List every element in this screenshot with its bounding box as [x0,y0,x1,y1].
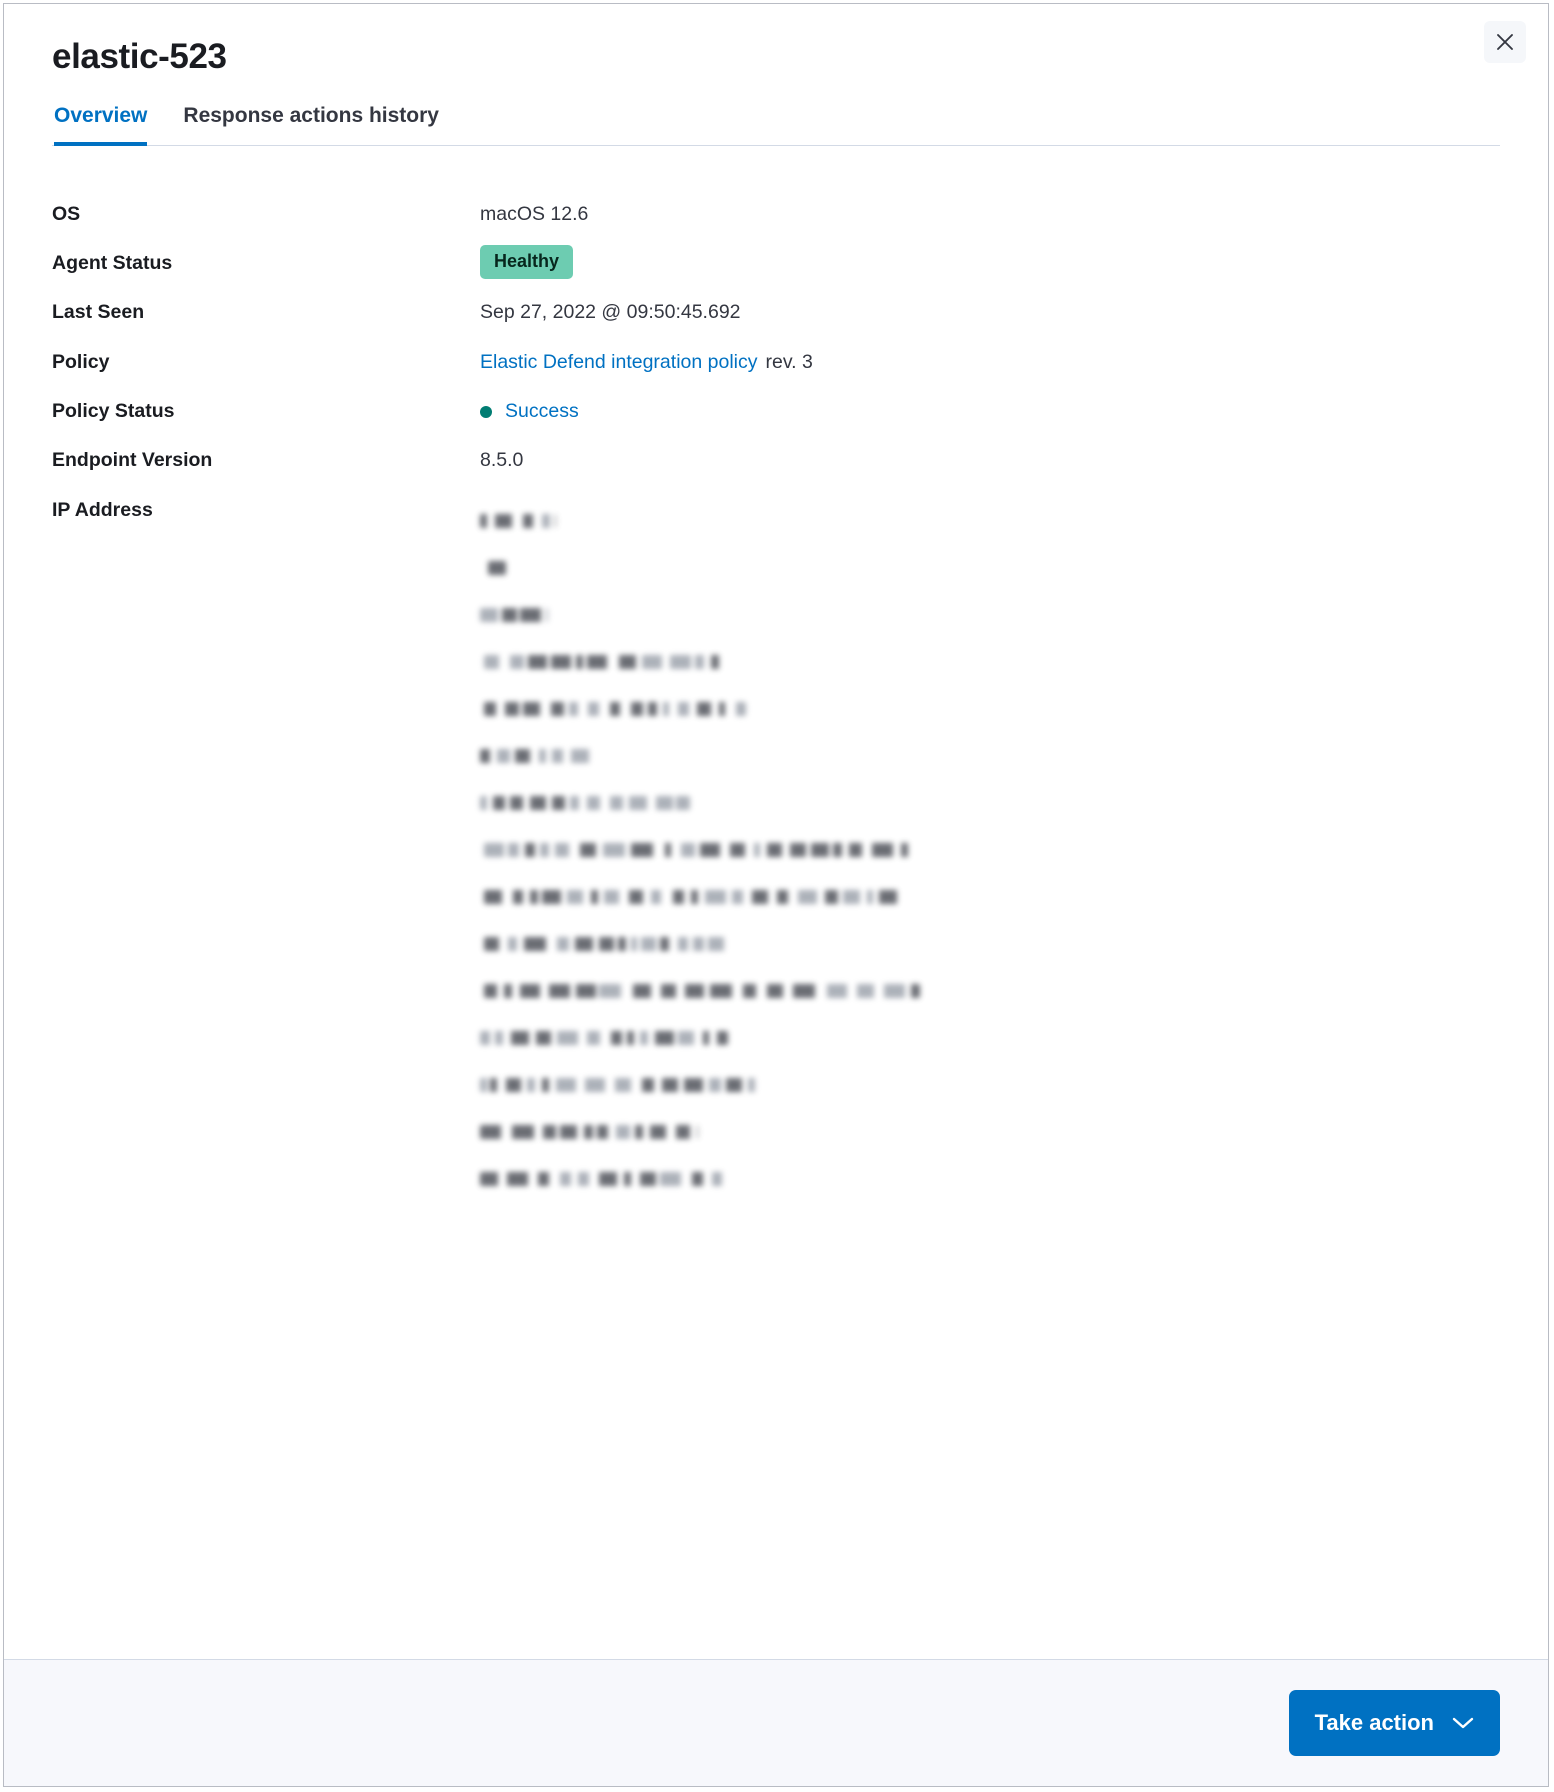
ip-address-row [480,1062,1500,1109]
endpoint-details-flyout [3,3,1549,1787]
policy-status-link[interactable]: Success [505,400,579,423]
last-seen-value: Sep 27, 2022 @ 09:50:45.692 [480,301,741,324]
ip-address-row [480,780,1500,827]
flyout-footer [4,1659,1548,1786]
policy-status-value [480,387,1500,436]
endpoint-details-list [52,190,1500,1215]
ip-address-row [480,498,1500,545]
ip-address-row [480,592,1500,639]
take-action-label: Take action [1314,1710,1434,1735]
flyout-body [4,146,1548,1659]
ip-address-row [480,1156,1500,1203]
policy-link[interactable]: Elastic Defend integration policy [480,350,758,373]
ip-address-value [480,486,1500,1215]
take-action-button[interactable] [1289,1690,1500,1756]
redacted-text [484,890,898,904]
tab-response-actions-history[interactable]: Response actions history [183,103,439,146]
ip-address-row [480,545,1500,592]
chevron-down-icon [1452,1716,1474,1730]
redacted-text [480,1078,758,1092]
policy-label: Policy [52,350,110,373]
redacted-text [484,843,914,857]
redacted-text [484,655,730,669]
status-dot-icon [480,406,492,418]
redacted-text [484,984,920,998]
agent-status-label: Agent Status [52,252,173,275]
redacted-text [488,561,506,575]
page-title: elastic-523 [52,37,227,76]
redacted-text [480,1125,698,1139]
status-badge: Healthy [480,245,573,279]
ip-address-row [480,1015,1500,1062]
redacted-text [480,1031,728,1045]
policy-status-label: Policy Status [52,400,175,423]
ip-address-list [480,498,1500,1203]
agent-status-value [480,239,1500,288]
redacted-text [480,514,556,528]
os-label: OS [52,202,81,225]
close-icon[interactable] [1484,21,1526,63]
last-seen-label: Last Seen [52,301,145,324]
ip-address-row [480,639,1500,686]
endpoint-version-label: Endpoint Version [52,449,213,472]
tab-overview[interactable]: Overview [54,103,147,146]
ip-address-row [480,827,1500,874]
endpoint-version-value: 8.5.0 [480,449,524,472]
ip-address-row [480,968,1500,1015]
flyout-tabs [52,103,1500,146]
ip-address-label: IP Address [52,498,153,521]
ip-address-row [480,1109,1500,1156]
policy-revision: rev. 3 [765,350,813,373]
ip-address-row [480,921,1500,968]
redacted-text [480,796,690,810]
redacted-text [480,1172,728,1186]
policy-value [480,338,1500,387]
ip-address-row [480,686,1500,733]
os-value: macOS 12.6 [480,202,589,225]
redacted-text [484,702,746,716]
redacted-text [480,608,548,622]
flyout-header [4,4,1548,146]
ip-address-row [480,733,1500,780]
redacted-text [484,937,728,951]
redacted-text [480,749,592,763]
ip-address-row [480,874,1500,921]
